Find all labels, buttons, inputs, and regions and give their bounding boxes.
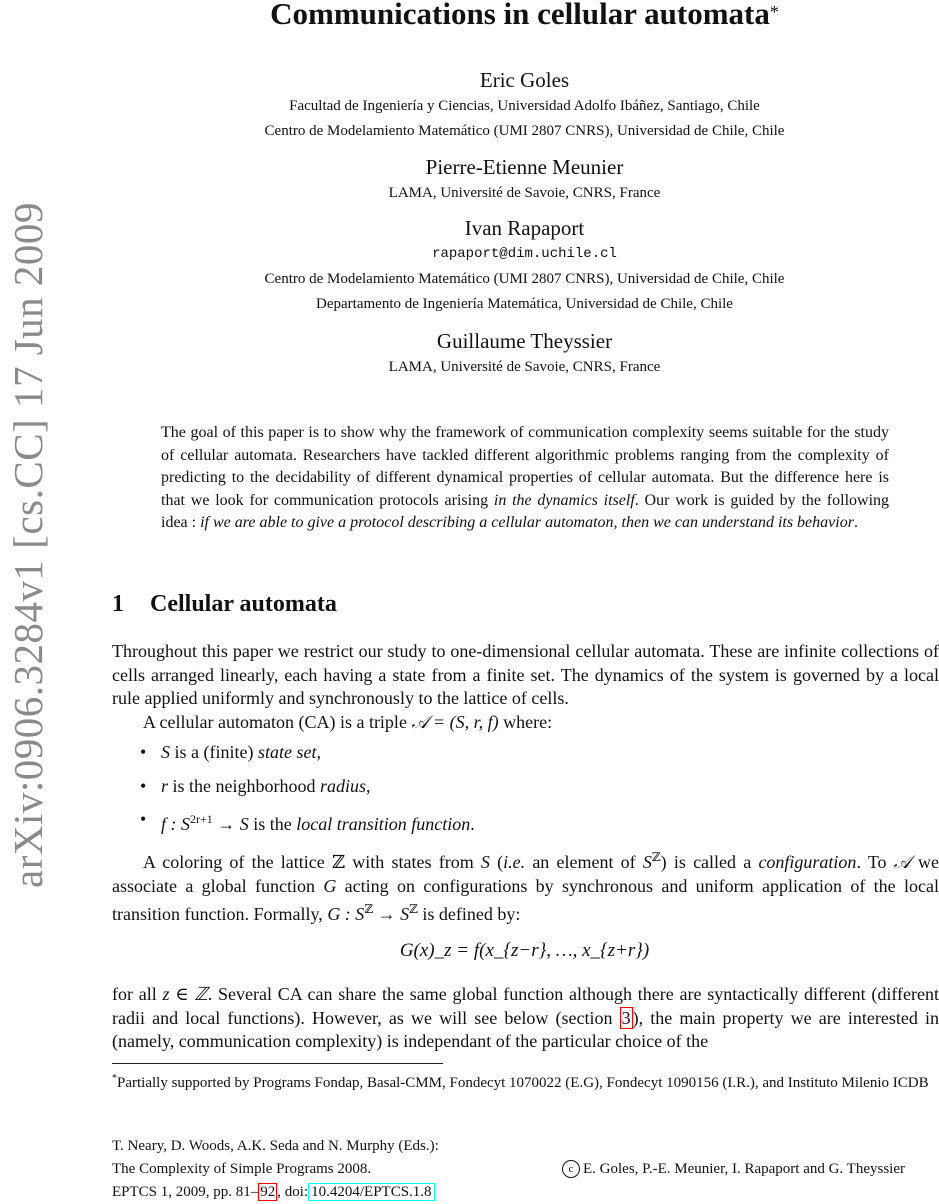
paragraph-text: A cellular automaton (CA) is a triple <box>143 712 412 732</box>
footer-editors: T. Neary, D. Woods, A.K. Seda and N. Murphy (Eds.): <box>112 1138 439 1154</box>
paragraph-text: we associate a global function <box>112 852 939 896</box>
abstract-emphasis: in the dynamics itself <box>493 491 635 509</box>
math-symbol: z ∈ ℤ <box>162 984 208 1004</box>
list-item <box>140 774 930 808</box>
math-exponent: 2r+1 <box>190 812 213 826</box>
abstract-text: . Our work is guided by the following idea : <box>161 491 890 531</box>
math-exponent: ℤ <box>651 850 661 864</box>
section-title: Cellular automata <box>150 591 337 617</box>
footer-citation-text: , doi: <box>277 1184 309 1200</box>
section-number: 1 <box>112 591 124 617</box>
footnote-divider <box>112 1063 443 1064</box>
math-symbol: S <box>161 742 170 762</box>
list-item-text: is the <box>248 814 297 834</box>
author-affiliation: Facultad de Ingeniería y Ciencias, Universidad Adolfo Ibáñez, Santiago, Chile <box>289 98 760 114</box>
paragraph-text: ) is called a <box>660 852 759 872</box>
math-exponent: ℤ <box>364 902 374 916</box>
list-item <box>140 740 930 774</box>
publication-info <box>112 1135 439 1204</box>
math-symbol: S <box>642 852 652 872</box>
footnote <box>112 1068 939 1094</box>
math-symbol: → S <box>373 904 410 924</box>
list-item-term: local transition function <box>296 814 471 834</box>
copyright-icon: c <box>562 1160 580 1178</box>
copyright-authors: E. Goles, P.-E. Meunier, I. Rapaport and G. Theyssier <box>583 1161 905 1177</box>
paragraph-text: acting on configurations by synchronous and uniform application of the local transition function. Formally, <box>112 875 939 924</box>
author-name: Eric Goles <box>479 68 570 92</box>
author-block-meunier <box>110 154 939 206</box>
abstract-emphasis: if we are able to give a protocol describing a cellular automaton, then we can understand its behavior <box>200 514 854 531</box>
section-reference-link[interactable]: 3 <box>621 1007 631 1028</box>
paragraph-global-function <box>112 983 939 1054</box>
author-block-rapaport <box>110 215 939 317</box>
footer-citation <box>112 1181 439 1204</box>
paragraph-text: for all <box>112 984 163 1004</box>
math-symbol: → S <box>212 814 249 834</box>
author-name: Guillaume Theyssier <box>436 329 613 353</box>
footnote-text: Partially supported by Programs Fondap, Basal-CMM, Fondecyt 1070022 (E.G), Fondecyt 1090156 (I.R.), and Instituto Milenio ICDB <box>117 1075 929 1091</box>
math-exponent: ℤ <box>409 902 418 916</box>
footer-citation-text: EPTCS 1, 2009, pp. 81– <box>112 1184 259 1200</box>
math-symbol: r <box>161 775 169 796</box>
list-item-punct: , <box>316 742 321 762</box>
math-triple: 𝒜 = (S, r, f) <box>411 712 499 732</box>
paragraph-emphasis: configuration <box>758 852 857 872</box>
author-block-theyssier <box>110 328 939 380</box>
math-symbol: f : S <box>161 814 190 834</box>
bullet-icon: • <box>140 775 147 796</box>
paragraph-emphasis: i.e. <box>503 852 526 872</box>
last-page-link[interactable]: 92 <box>260 1184 276 1200</box>
math-symbol: 𝒜 <box>893 852 911 872</box>
list-item-term: state set <box>257 742 317 762</box>
paragraph-text: . To <box>856 852 894 872</box>
list-item-punct: , <box>366 775 371 796</box>
paragraph-text: an element of <box>525 852 643 872</box>
equation-global-function: G(x)_z = f(x_{z−r}, …, x_{z+r}) <box>399 940 650 961</box>
abstract-text: . <box>853 514 858 531</box>
author-affiliation: Centro de Modelamiento Matemático (UMI 2807 CNRS), Universidad de Chile, Chile <box>264 123 785 139</box>
paper-title-text: Communications in cellular automata <box>270 0 770 31</box>
paragraph-ca-definition <box>112 711 939 735</box>
author-name: Ivan Rapaport <box>464 216 585 240</box>
abstract-text: The goal of this paper is to show why the framework of communication complexity seems suitable for the study of cellular automata. Researchers have tackled different algorithmic problems ranging from the complexity of predicting to the decidability of different dynamical properties of cellular automata. But the difference here is that we look for communication protocols arising <box>161 424 889 509</box>
paragraph-intro: Throughout this paper we restrict our study to one-dimensional cellular automata. These are infinite collections of cells arranged linearly, each having a state from a finite set. The dynamics of the system is governed by a local rule applied uniformly and synchronously to the lattice of cells. <box>112 641 939 708</box>
author-affiliation: Centro de Modelamiento Matemático (UMI 2807 CNRS), Universidad de Chile, Chile <box>264 271 785 287</box>
paragraph-text: ), the main property we are interested in (namely, communication complexity) is independant of the particular choice of the <box>112 1007 939 1051</box>
math-symbol: S <box>480 852 490 872</box>
title-footnote-mark: * <box>769 2 779 22</box>
paragraph-text: ( <box>489 852 504 872</box>
author-name: Pierre-Etienne Meunier <box>425 155 624 179</box>
section-heading <box>112 588 337 620</box>
list-item <box>140 807 930 841</box>
footer-proceedings: The Complexity of Simple Programs 2008. <box>112 1161 372 1177</box>
paragraph-configuration <box>112 846 939 927</box>
list-item-punct: . <box>470 814 475 834</box>
definition-list <box>140 740 930 841</box>
arxiv-identifier-stamp: arXiv:0906.3284v1 [cs.CC] 17 Jun 2009 <box>5 202 51 888</box>
copyright-notice <box>562 1158 905 1181</box>
author-affiliation: LAMA, Université de Savoie, CNRS, France <box>388 185 661 201</box>
author-affiliation: Departamento de Ingeniería Matemática, Universidad de Chile, Chile <box>316 296 733 312</box>
paragraph-text: is defined by: <box>417 904 521 924</box>
math-symbol: G <box>323 875 337 896</box>
paragraph-text: where: <box>498 712 553 732</box>
list-item-text: is the neighborhood <box>168 775 320 796</box>
paper-title <box>110 0 939 34</box>
list-item-text: is a (finite) <box>170 742 258 762</box>
author-email-link[interactable]: rapaport@dim.uchile.cl <box>432 246 617 262</box>
author-block-goles <box>110 67 939 144</box>
list-item-term: radius <box>320 775 367 796</box>
abstract <box>161 422 889 535</box>
footnote-mark: * <box>112 1073 117 1084</box>
author-affiliation: LAMA, Université de Savoie, CNRS, France <box>388 359 661 375</box>
doi-link[interactable]: 10.4204/EPTCS.1.8 <box>308 1183 434 1201</box>
bullet-icon: • <box>140 809 147 829</box>
paragraph-text: A coloring of the lattice ℤ with states from <box>143 852 481 872</box>
bullet-icon: • <box>140 742 147 762</box>
math-symbol: G : S <box>327 904 365 924</box>
paragraph-text: . Several CA can share the same global function although there are syntactically different (different radii and local functions). However, as we will see below (section <box>112 984 939 1028</box>
